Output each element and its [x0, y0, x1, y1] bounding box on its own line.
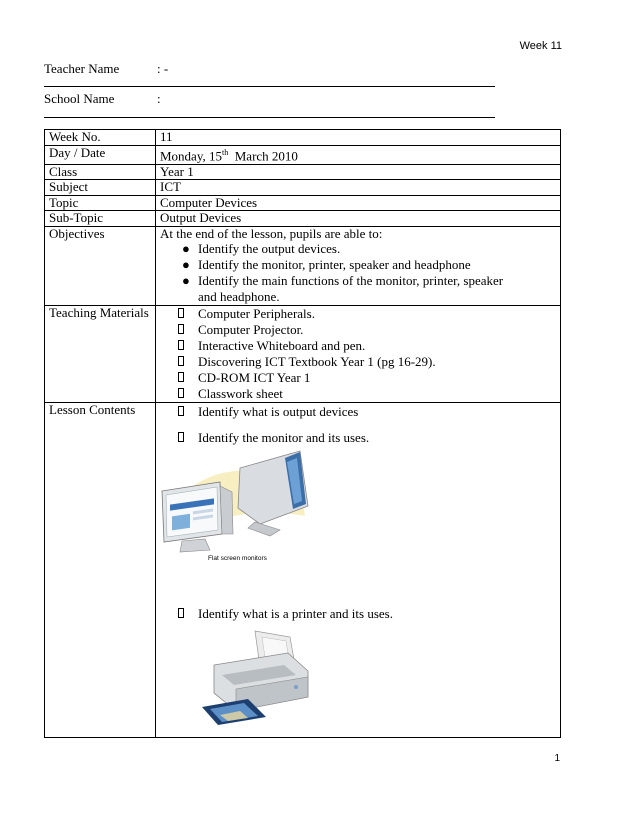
school-name-value: : — [157, 91, 161, 106]
list-item: Identify what is a printer and its uses. — [160, 606, 560, 622]
school-name-label: School Name — [44, 91, 115, 106]
box-glyph-icon — [178, 354, 184, 370]
list-item: ● Identify the monitor, printer, speaker and headphone — [182, 257, 471, 273]
day-date-month: March 2010 — [228, 147, 298, 163]
teacher-name-rule — [44, 86, 495, 87]
bullet-dot-icon: ● — [182, 257, 190, 273]
lesson-plan-table — [44, 129, 561, 738]
box-glyph-icon — [178, 322, 184, 338]
week-no-label: Week No. — [45, 130, 156, 146]
printer-illustration — [200, 627, 320, 725]
subject-value: ICT — [156, 180, 561, 196]
row-topic — [45, 195, 561, 211]
bullet-dot-icon: ● — [182, 273, 190, 289]
objectives-intro: At the end of the lesson, pupils are able to: — [160, 225, 383, 241]
topic-value: Computer Devices — [156, 195, 561, 211]
list-item: Classwork sheet — [198, 386, 556, 402]
school-name-rule — [44, 117, 495, 118]
row-class — [45, 164, 561, 180]
list-item: Computer Projector. — [198, 322, 556, 338]
row-week-no — [45, 130, 561, 146]
box-glyph-icon — [178, 370, 184, 386]
subject-label: Subject — [45, 180, 156, 196]
box-glyph-icon — [178, 430, 184, 446]
day-date-text: Monday, 15 — [160, 147, 222, 163]
subtopic-value: Output Devices — [156, 211, 561, 227]
monitor-caption: Flat screen monitors — [208, 555, 267, 563]
class-value: Year 1 — [156, 164, 561, 180]
materials-value — [156, 306, 561, 403]
row-lesson-contents — [45, 403, 561, 738]
box-glyph-icon — [178, 386, 184, 402]
box-glyph-icon — [178, 306, 184, 322]
day-date-value — [156, 145, 561, 164]
bullet-dot-icon: ● — [182, 241, 190, 257]
subtopic-label: Sub-Topic — [45, 211, 156, 227]
list-item: Identify the monitor and its uses. — [160, 430, 560, 446]
list-item: Discovering ICT Textbook Year 1 (pg 16-29). — [198, 354, 556, 370]
day-date-suffix: th — [222, 147, 229, 157]
row-day-date — [45, 145, 561, 164]
objectives-list — [160, 241, 556, 305]
class-label: Class — [45, 164, 156, 180]
week-header: Week 11 — [519, 40, 562, 52]
day-date-label: Day / Date — [45, 145, 156, 164]
week-no-value: 11 — [156, 130, 561, 146]
flat-monitor-icon — [162, 482, 233, 552]
lesson-contents-value — [156, 403, 561, 738]
objectives-label: Objectives — [45, 226, 156, 306]
lesson-contents-label: Lesson Contents — [45, 403, 156, 738]
row-teaching-materials — [45, 306, 561, 403]
list-item: CD-ROM ICT Year 1 — [198, 370, 556, 386]
materials-list — [160, 306, 556, 402]
list-item: Interactive Whiteboard and pen. — [198, 338, 556, 354]
teacher-name-label: Teacher Name — [44, 61, 120, 76]
page-number: 1 — [554, 753, 560, 764]
box-glyph-icon — [178, 338, 184, 354]
row-subject — [45, 180, 561, 196]
box-glyph-icon — [178, 606, 184, 622]
row-objectives — [45, 226, 561, 306]
row-subtopic — [45, 211, 561, 227]
teacher-name-value: : - — [157, 61, 169, 76]
materials-label: Teaching Materials — [45, 306, 156, 403]
box-glyph-icon — [178, 404, 184, 420]
topic-label: Topic — [45, 195, 156, 211]
crt-monitor-icon — [238, 451, 308, 536]
objectives-value — [156, 226, 561, 306]
monitors-illustration — [160, 446, 320, 561]
list-item: Computer Peripherals. — [198, 306, 556, 322]
list-item: Identify what is output devices — [160, 404, 560, 420]
list-item: ● Identify the output devices. — [182, 241, 341, 257]
list-item: ● Identify the main functions of the monitor, printer, speaker and headphone. — [182, 273, 504, 305]
